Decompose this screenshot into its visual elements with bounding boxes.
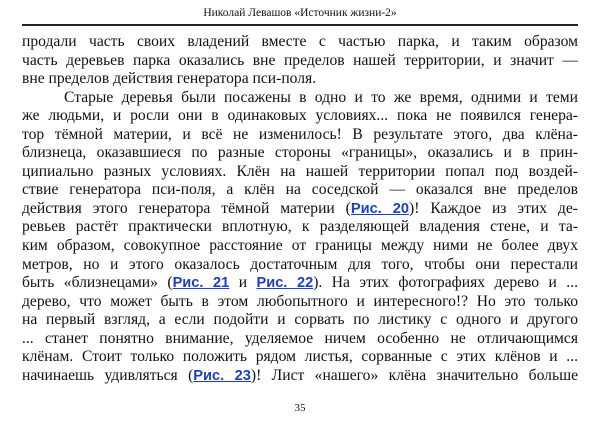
text-line: тор тёмной материи, и всё не изменилось! В результате этого, два клёна- xyxy=(22,125,578,143)
header-rule xyxy=(22,24,578,26)
text-line: ким образом, совокупное расстояние от границы между ними не более двух xyxy=(22,237,578,255)
figure-link-23[interactable]: Рис. 23 xyxy=(193,367,251,384)
text-line: близнеца, оказавшиеся по разные стороны «границы», оказались и в прин- xyxy=(22,144,578,162)
text-line: ревьев растёт практически вплотную, к разделяющей владения стене, и та- xyxy=(22,218,578,236)
text-line: на первый взгляд, а если подойти и сорвать по листику с одного и другого xyxy=(22,311,578,329)
text-line: вне пределов действия генератора пси-поля. xyxy=(22,70,317,88)
text-line: дерево, что может быть в этом любопытного и интересного!? Но это только xyxy=(22,292,578,310)
text-line: Старые деревья были посажены в одно и то же время, одними и теми xyxy=(64,88,578,106)
text-line: быть «близнецами» (Рис. 21 и Рис. 22). На этих фотографиях дерево и ... xyxy=(22,274,578,292)
paragraph-1 xyxy=(22,33,578,89)
text-line: начинаешь удивляться (Рис. 23)! Лист «нашего» клёна значительно больше xyxy=(22,366,578,384)
text-line: ... станет понятно внимание, уделяемое ничем особенно не отличающимся xyxy=(22,329,578,347)
text-line: клёнам. Стоит только положить рядом листья, сорванные с этих клёнов и ... xyxy=(22,348,578,366)
running-head: Николай Левашов «Источник жизни-2» xyxy=(203,7,397,19)
text-line: часть деревьев парка оказались вне пределов нашей территории, и значит — xyxy=(22,51,578,69)
page-body xyxy=(22,33,578,385)
figure-link-22[interactable]: Рис. 22 xyxy=(256,275,314,292)
text-line: метров, но и этого оказалось достаточным для того, чтобы они перестали xyxy=(22,255,578,273)
text-line: ствие генератора пси-поля, а клён на соседской — оказался вне пределов xyxy=(22,181,578,199)
text-line: же людьми, и росли они в одинаковых условиях... пока не появился генера- xyxy=(22,107,578,125)
figure-link-21[interactable]: Рис. 21 xyxy=(172,275,230,292)
figure-link-20[interactable]: Рис. 20 xyxy=(350,200,410,217)
page-number: 35 xyxy=(294,402,306,414)
text-line: ципиально разных условиях. Клён на нашей территории попал под воздей- xyxy=(22,162,578,180)
text-line: действия этого генератора тёмной материи (Рис. 20)! Каждое из этих де- xyxy=(22,199,578,217)
text-line: продали часть своих владений вместе с частью парка, и таким образом xyxy=(22,33,578,50)
paragraph-2 xyxy=(22,89,578,386)
